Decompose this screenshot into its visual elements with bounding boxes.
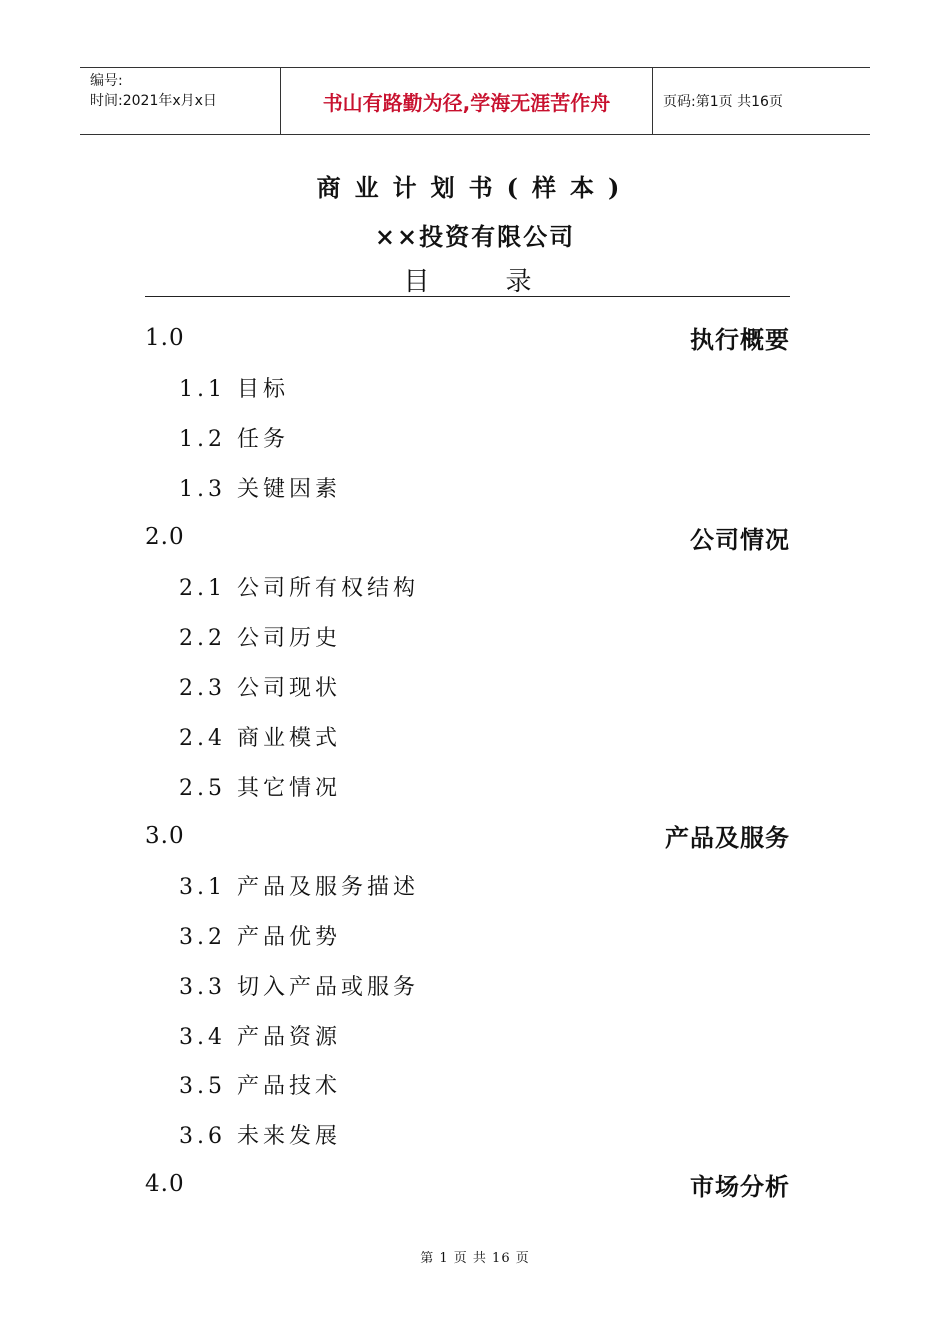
header-page-info: 页码:第1页 共16页 — [663, 94, 783, 110]
toc-section-number: 3.0 — [145, 822, 185, 849]
toc-item[interactable]: 2.4 商业模式 — [179, 725, 341, 751]
toc-heading: 目录 — [145, 265, 790, 297]
toc-section-number: 2.0 — [145, 524, 185, 551]
toc-item[interactable]: 3.2 产品优势 — [179, 924, 341, 950]
toc-item[interactable]: 1.3 关键因素 — [179, 476, 341, 502]
toc-section[interactable] — [145, 1160, 790, 1210]
header-motto: 书山有路勤为径,学海无涯苦作舟 — [281, 68, 653, 134]
toc-section-title: 市场分析 — [690, 1171, 790, 1201]
page-footer: 第 1 页 共 16 页 — [420, 1251, 530, 1266]
page-header — [80, 67, 870, 135]
toc-item[interactable]: 3.5 产品技术 — [179, 1074, 341, 1100]
document-date-label: 时间:2021年x月x日 — [90, 93, 217, 109]
toc-item[interactable]: 3.3 切入产品或服务 — [179, 974, 419, 1000]
toc-section[interactable] — [145, 313, 790, 363]
toc-section-title: 公司情况 — [690, 524, 790, 554]
document-number-label: 编号: — [90, 73, 123, 89]
toc-item[interactable]: 2.5 其它情况 — [179, 775, 341, 801]
toc-item[interactable]: 1.1 目标 — [179, 377, 289, 403]
toc-item[interactable]: 2.1 公司所有权结构 — [179, 576, 419, 602]
toc-section-number: 4.0 — [145, 1171, 185, 1198]
toc-section[interactable] — [145, 811, 790, 861]
toc-section[interactable] — [145, 512, 790, 562]
toc-item[interactable]: 1.2 任务 — [179, 426, 289, 452]
table-of-contents — [145, 313, 790, 1209]
toc-section-title: 执行概要 — [690, 325, 790, 355]
header-meta — [80, 68, 281, 134]
company-name: ××投资有限公司 — [374, 222, 576, 251]
toc-item[interactable]: 2.3 公司现状 — [179, 675, 341, 701]
toc-item[interactable]: 2.2 公司历史 — [179, 626, 341, 652]
document-title: 商业计划书(样本) — [316, 173, 634, 202]
toc-item[interactable]: 3.6 未来发展 — [179, 1124, 341, 1150]
toc-item[interactable]: 3.1 产品及服务描述 — [179, 875, 419, 901]
toc-section-number: 1.0 — [145, 324, 185, 351]
toc-item[interactable]: 3.4 产品资源 — [179, 1024, 341, 1050]
toc-section-title: 产品及服务 — [665, 823, 790, 853]
